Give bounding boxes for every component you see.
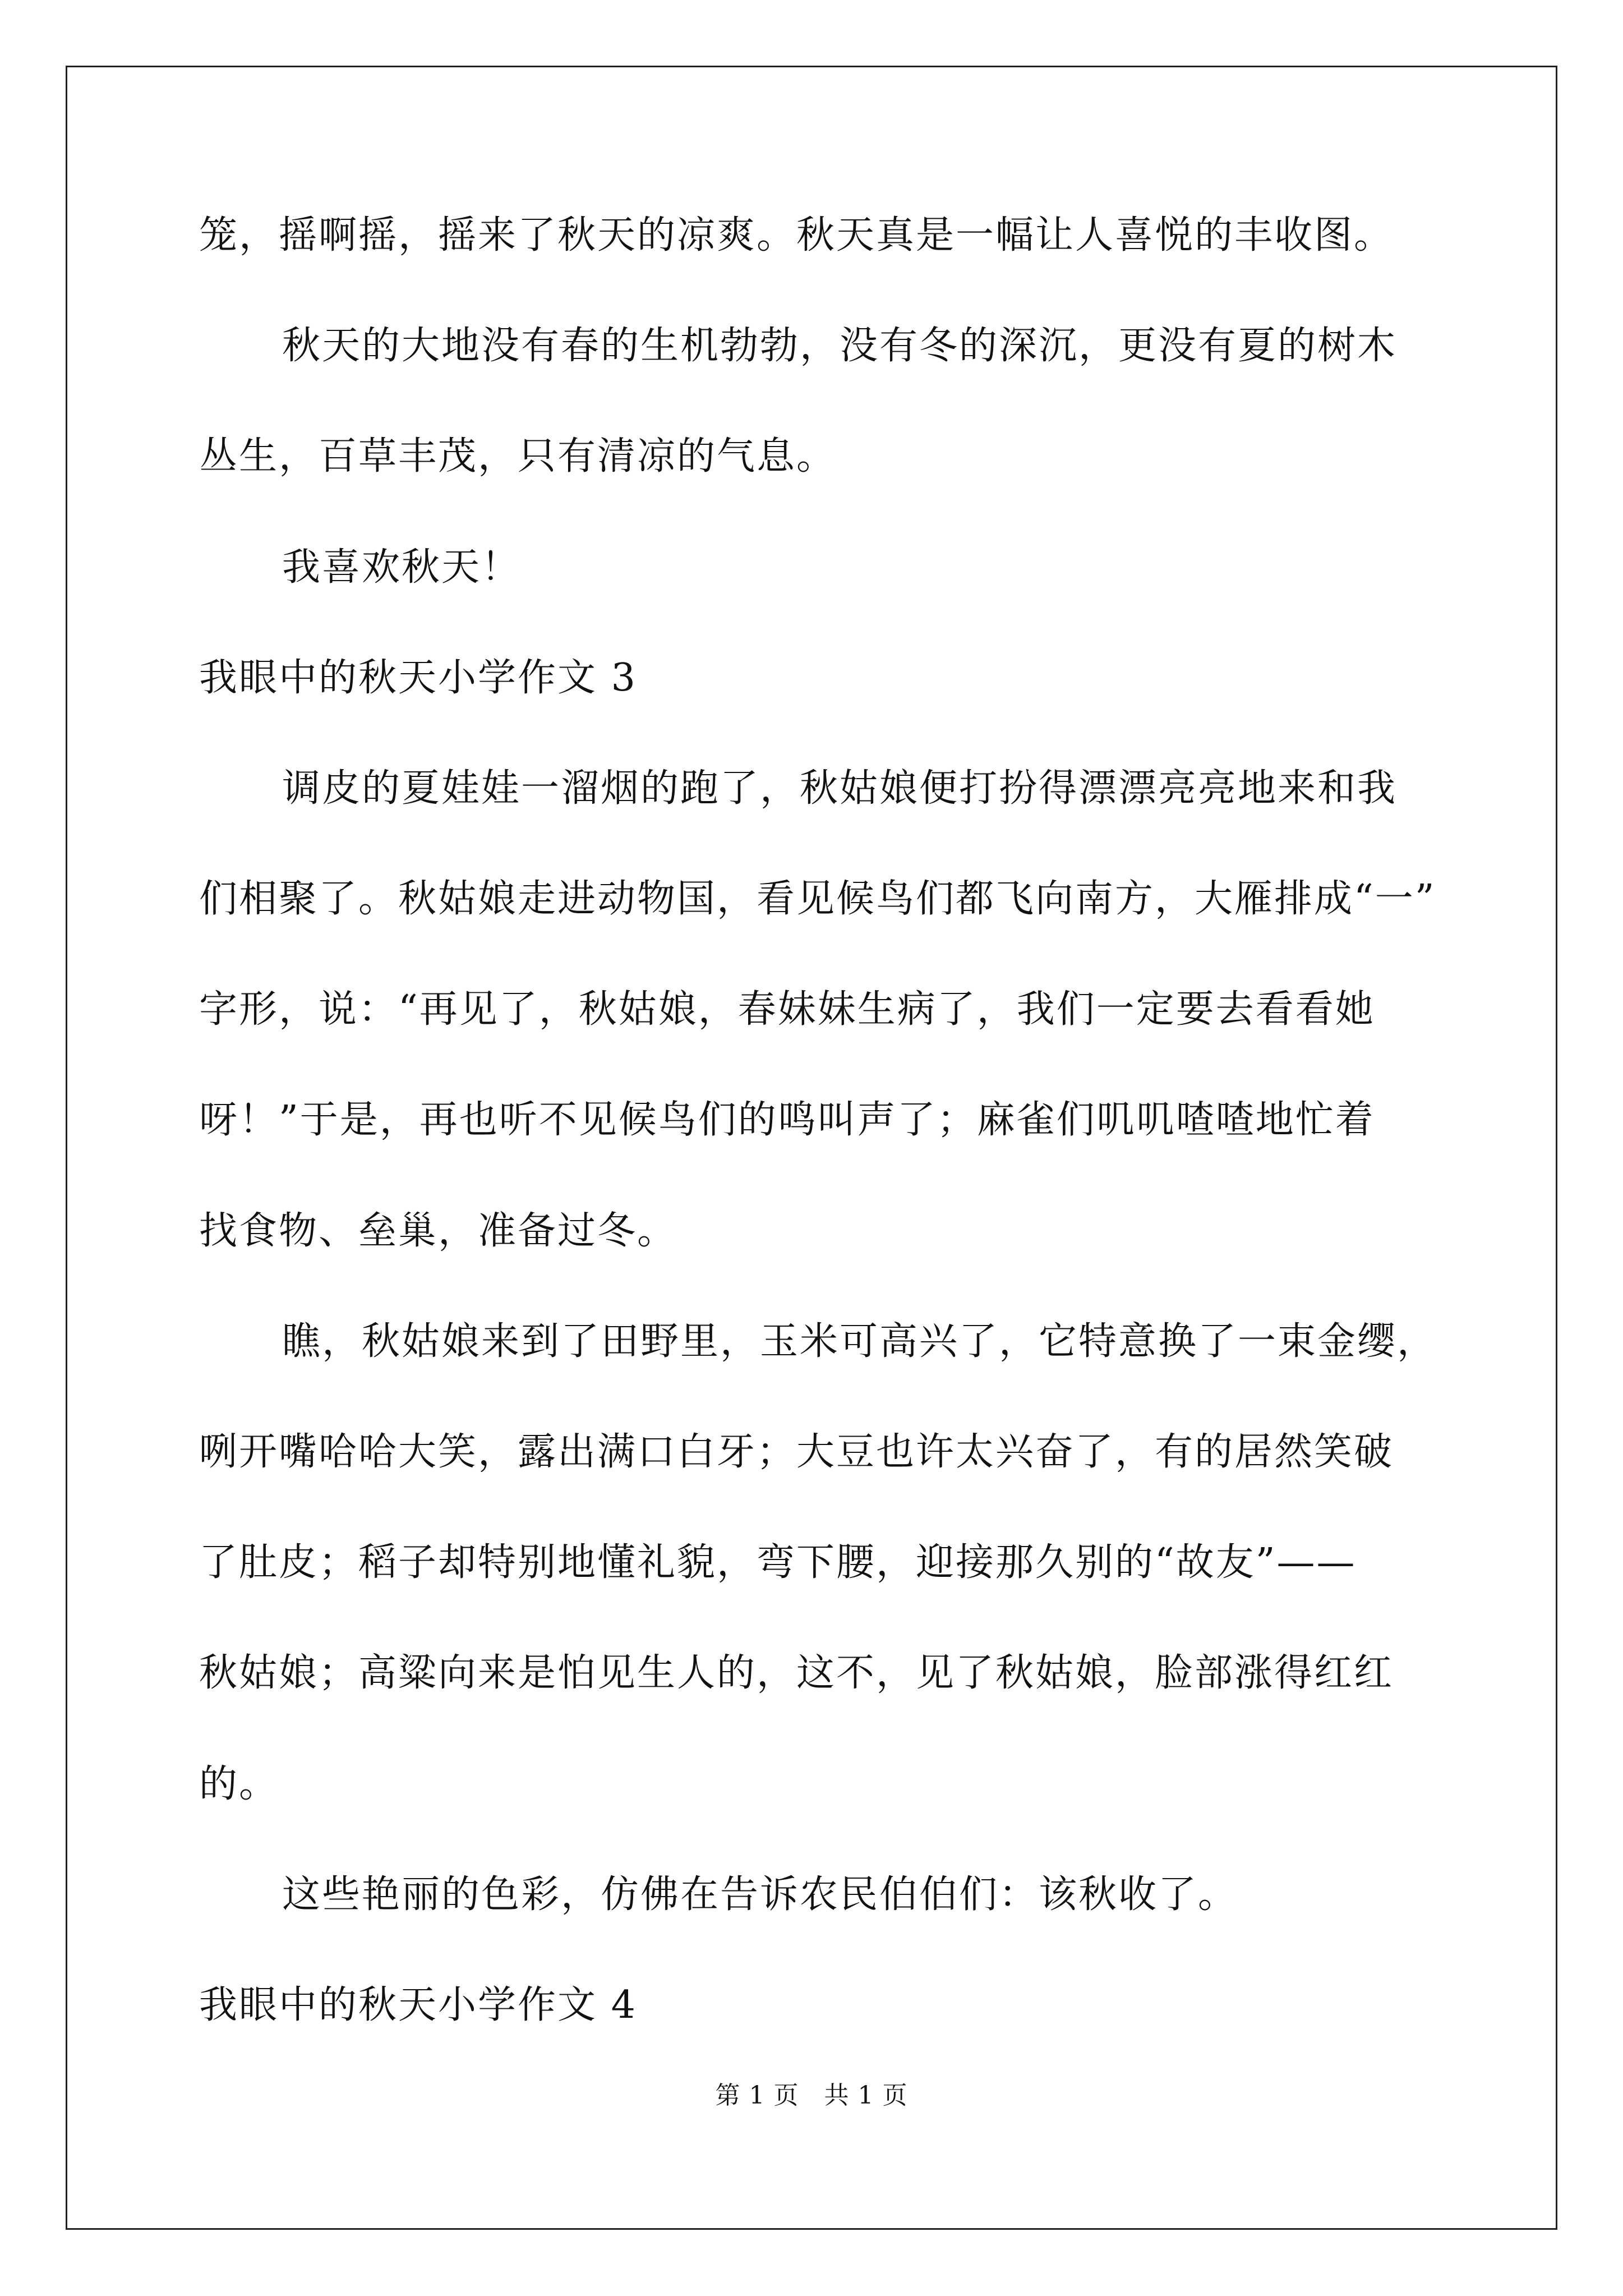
- paragraph-line: 丛生，百草丰茂，只有清凉的气息。: [199, 434, 837, 478]
- paragraph-line: 笼，摇啊摇，摇来了秋天的凉爽。秋天真是一幅让人喜悦的丰收图。: [199, 213, 1394, 257]
- paragraph-line: 调皮的夏娃娃一溜烟的跑了，秋姑娘便打扮得漂漂亮亮地来和我: [282, 766, 1398, 811]
- paragraph-line: 呀！”于是，再也听不见候鸟们的鸣叫声了；麻雀们叽叽喳喳地忙着: [199, 1098, 1375, 1142]
- section-heading: 我眼中的秋天小学作文 4: [199, 1983, 637, 2027]
- paragraph-line: 的。: [199, 1762, 279, 1806]
- paragraph-line: 这些艳丽的色彩，仿佛在告诉农民伯伯们：该秋收了。: [282, 1872, 1238, 1917]
- paragraph-line: 们相聚了。秋姑娘走进动物国，看见候鸟们都飞向南方，大雁排成“一”: [199, 877, 1436, 921]
- section-heading: 我眼中的秋天小学作文 3: [199, 656, 637, 700]
- paragraph-line: 了肚皮；稻子却特别地懂礼貌，弯下腰，迎接那久别的“故友”——: [199, 1540, 1357, 1585]
- paragraph-line: 咧开嘴哈哈大笑，露出满口白牙；大豆也许太兴奋了，有的居然笑破: [199, 1430, 1394, 1474]
- paragraph-line: 找食物、垒巢，准备过冬。: [199, 1209, 677, 1253]
- paragraph-line: 秋天的大地没有春的生机勃勃，没有冬的深沉，更没有夏的树木: [282, 324, 1398, 368]
- page-number-footer: 第 1 页 共 1 页: [715, 2081, 908, 2110]
- paragraph-line: 秋姑娘；高粱向来是怕见生人的，这不，见了秋姑娘，脸部涨得红红: [199, 1651, 1394, 1695]
- paragraph-line: 我喜欢秋天！: [282, 545, 522, 590]
- paragraph-line: 瞧，秋姑娘来到了田野里，玉米可高兴了，它特意换了一束金缨，: [282, 1319, 1437, 1364]
- paragraph-line: 字形，说：“再见了，秋姑娘，春妹妹生病了，我们一定要去看看她: [199, 987, 1375, 1032]
